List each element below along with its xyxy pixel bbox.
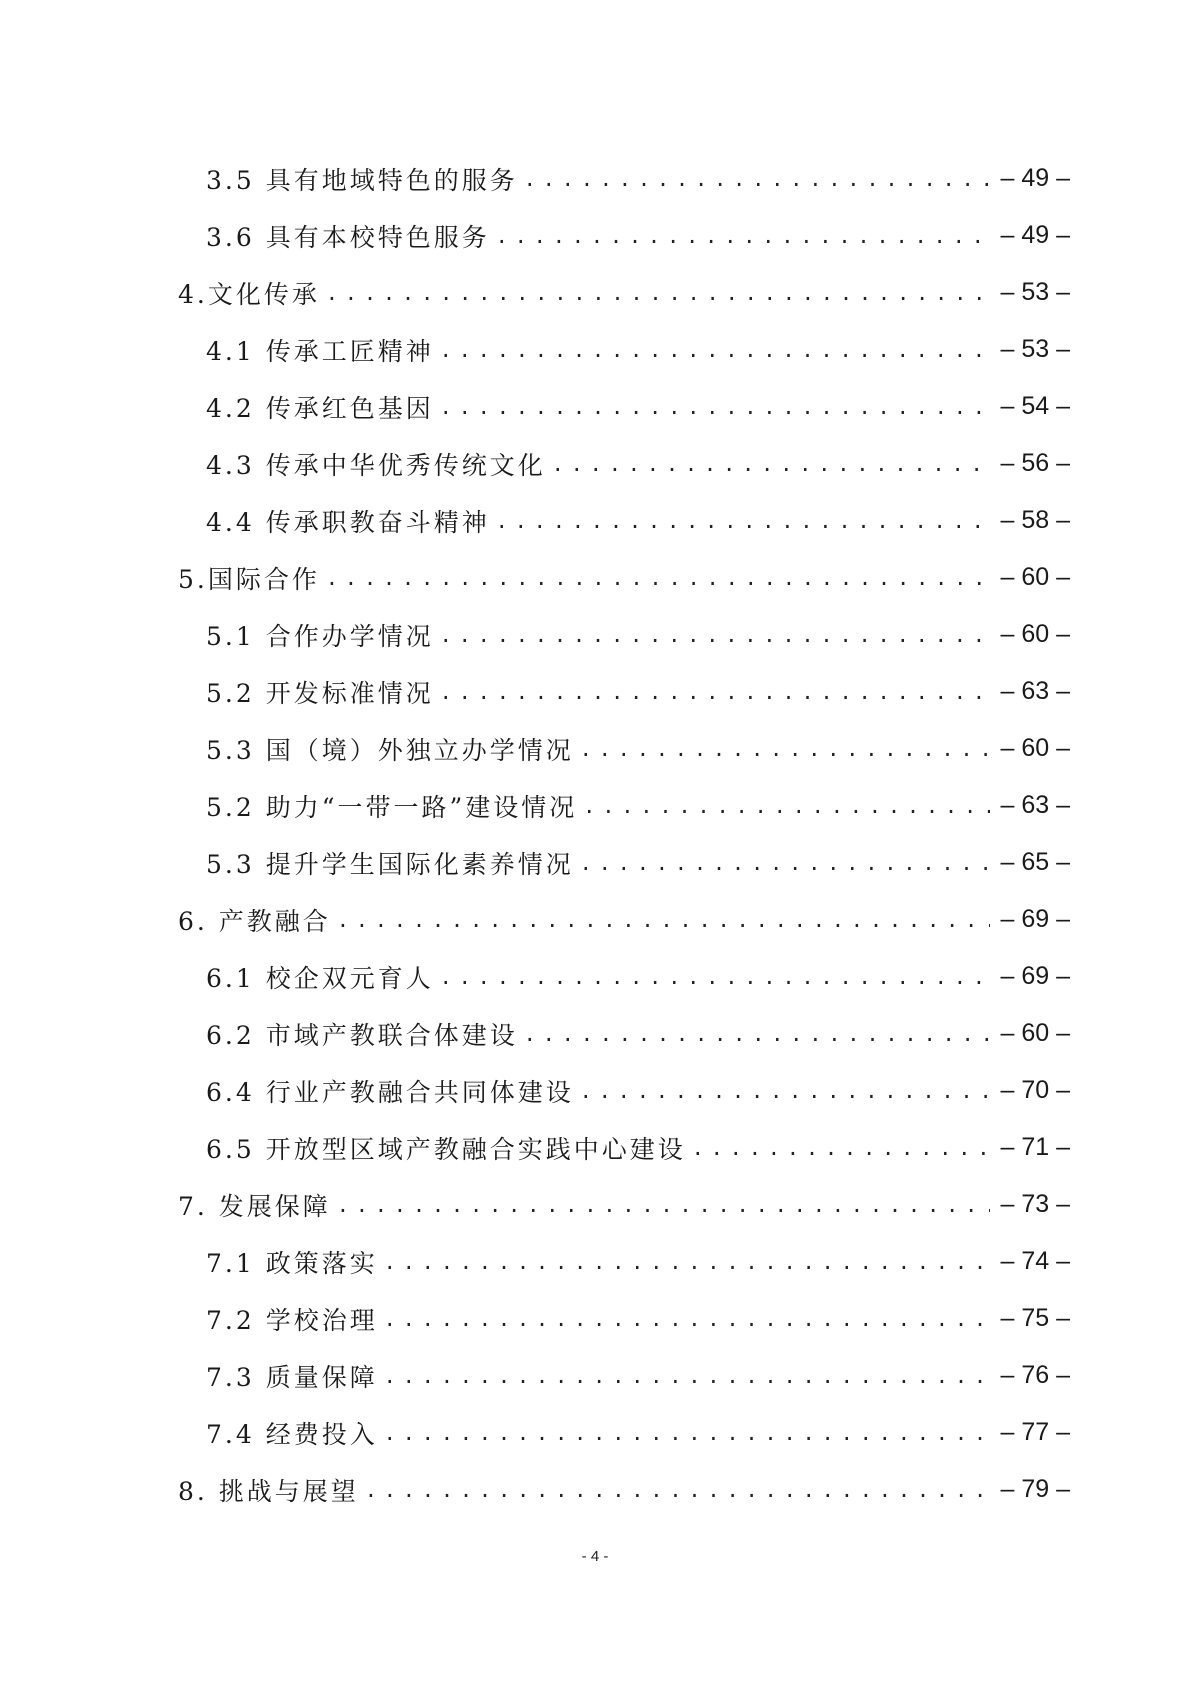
toc-entry[interactable] (178, 435, 1070, 492)
toc-entry-page: – 75 – (1000, 1304, 1070, 1332)
toc-entry-page: – 63 – (1000, 677, 1070, 705)
toc-dot-leader (326, 281, 991, 305)
toc-dot-leader (365, 1478, 991, 1502)
toc-entry-page: – 56 – (1000, 449, 1070, 477)
toc-dot-leader (580, 737, 991, 761)
toc-entry-title: 4.3 传承中华优秀传统文化 (206, 450, 546, 480)
toc-dot-leader (440, 338, 991, 362)
toc-entry-title: 7. 发展保障 (178, 1191, 331, 1221)
toc-dot-leader (583, 794, 990, 818)
toc-entry-title: 5.国际合作 (178, 564, 320, 594)
toc-entry-title: 7.4 经费投入 (206, 1419, 378, 1449)
toc-dot-leader (580, 851, 991, 875)
toc-entry[interactable] (178, 1176, 1070, 1233)
toc-entry-title: 6.4 行业产教融合共同体建设 (206, 1077, 574, 1107)
toc-entry[interactable] (178, 150, 1070, 207)
toc-entry[interactable] (178, 663, 1070, 720)
toc-entry-title: 7.3 质量保障 (206, 1362, 378, 1392)
toc-entry-title: 4.1 传承工匠精神 (206, 336, 434, 366)
toc-entry-page: – 60 – (1000, 563, 1070, 591)
toc-entry[interactable] (178, 264, 1070, 321)
toc-entry[interactable] (178, 720, 1070, 777)
toc-dot-leader (580, 1079, 991, 1103)
toc-dot-leader (337, 1193, 991, 1217)
toc-entry-page: – 63 – (1000, 791, 1070, 819)
toc-dot-leader (496, 509, 991, 533)
toc-entry-page: – 60 – (1000, 734, 1070, 762)
toc-entry[interactable] (178, 1404, 1070, 1461)
toc-entry-page: – 77 – (1000, 1418, 1070, 1446)
toc-dot-leader (337, 908, 991, 932)
toc-dot-leader (384, 1307, 991, 1331)
toc-entry-title: 4.文化传承 (178, 279, 320, 309)
toc-entry-title: 6. 产教融合 (178, 906, 331, 936)
toc-dot-leader (524, 167, 991, 191)
toc-entry[interactable] (178, 492, 1070, 549)
toc-dot-leader (384, 1421, 991, 1445)
toc-entry-page: – 70 – (1000, 1076, 1070, 1104)
toc-entry-title: 5.2 开发标准情况 (206, 678, 434, 708)
toc-entry[interactable] (178, 777, 1070, 834)
toc-entry[interactable] (178, 1461, 1070, 1518)
toc-dot-leader (440, 395, 991, 419)
toc-entry-page: – 53 – (1000, 278, 1070, 306)
toc-entry-title: 3.5 具有地域特色的服务 (206, 165, 518, 195)
toc-entry[interactable] (178, 1233, 1070, 1290)
toc-entry-page: – 71 – (1000, 1133, 1070, 1161)
toc-dot-leader (440, 965, 991, 989)
toc-dot-leader (440, 623, 991, 647)
toc-entry[interactable] (178, 207, 1070, 264)
toc-entry[interactable] (178, 1347, 1070, 1404)
toc-entry-page: – 60 – (1000, 620, 1070, 648)
toc-dot-leader (384, 1364, 991, 1388)
toc-dot-leader (524, 1022, 991, 1046)
toc-entry[interactable] (178, 321, 1070, 378)
toc-entry-page: – 58 – (1000, 506, 1070, 534)
toc-dot-leader (692, 1136, 991, 1160)
toc-entry-page: – 76 – (1000, 1361, 1070, 1389)
toc-entry-title: 8. 挑战与展望 (178, 1476, 359, 1506)
toc-dot-leader (326, 566, 991, 590)
toc-entry-page: – 49 – (1000, 221, 1070, 249)
toc-dot-leader (384, 1250, 991, 1274)
toc-entry[interactable] (178, 1062, 1070, 1119)
toc-entry-title: 6.1 校企双元育人 (206, 963, 434, 993)
toc-entry-page: – 74 – (1000, 1247, 1070, 1275)
toc-entry-page: – 54 – (1000, 392, 1070, 420)
toc-entry-title: 5.1 合作办学情况 (206, 621, 434, 651)
toc-entry-page: – 73 – (1000, 1190, 1070, 1218)
page-number: - 4 - (581, 1548, 609, 1565)
toc-entry[interactable] (178, 549, 1070, 606)
toc-entry-title: 5.3 国（境）外独立办学情况 (206, 735, 574, 765)
toc-entry-title: 5.2 助力“一带一路”建设情况 (206, 792, 578, 822)
toc-entry[interactable] (178, 948, 1070, 1005)
toc-entry[interactable] (178, 1119, 1070, 1176)
toc-entry-title: 6.5 开放型区域产教融合实践中心建设 (206, 1134, 686, 1164)
toc-entry[interactable] (178, 378, 1070, 435)
toc-entry-title: 4.4 传承职教奋斗精神 (206, 507, 490, 537)
toc-entry-title: 7.1 政策落实 (206, 1248, 378, 1278)
toc-entry[interactable] (178, 1005, 1070, 1062)
toc-entry-page: – 53 – (1000, 335, 1070, 363)
table-of-contents (178, 150, 1070, 1518)
toc-entry-title: 4.2 传承红色基因 (206, 393, 434, 423)
toc-entry[interactable] (178, 834, 1070, 891)
toc-entry-page: – 65 – (1000, 848, 1070, 876)
toc-entry[interactable] (178, 891, 1070, 948)
toc-dot-leader (496, 224, 991, 248)
toc-dot-leader (440, 680, 991, 704)
toc-entry-title: 6.2 市域产教联合体建设 (206, 1020, 518, 1050)
toc-entry[interactable] (178, 606, 1070, 663)
toc-entry-page: – 60 – (1000, 1019, 1070, 1047)
toc-entry[interactable] (178, 1290, 1070, 1347)
toc-entry-title: 5.3 提升学生国际化素养情况 (206, 849, 574, 879)
toc-entry-page: – 49 – (1000, 164, 1070, 192)
toc-entry-page: – 69 – (1000, 962, 1070, 990)
toc-entry-title: 3.6 具有本校特色服务 (206, 222, 490, 252)
toc-entry-title: 7.2 学校治理 (206, 1305, 378, 1335)
toc-entry-page: – 79 – (1000, 1475, 1070, 1503)
toc-entry-page: – 69 – (1000, 905, 1070, 933)
toc-dot-leader (552, 452, 991, 476)
